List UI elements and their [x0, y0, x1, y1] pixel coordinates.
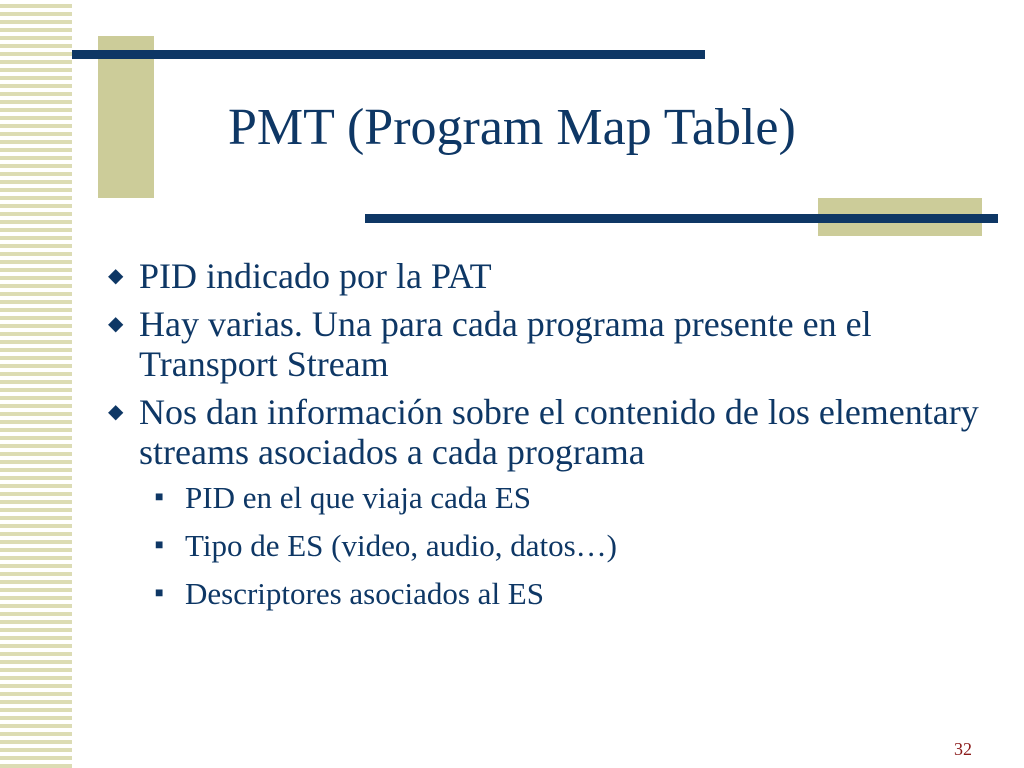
title-rule-top [72, 50, 705, 59]
diamond-bullet-icon: ◆ [108, 265, 124, 287]
slide-content [108, 256, 988, 624]
bullet-item [108, 304, 988, 384]
bullet-text: Nos dan información sobre el contenido de los elementary streams asociados a cada programa [139, 392, 979, 472]
diamond-bullet-icon: ◆ [108, 313, 124, 335]
bullet-item [108, 256, 988, 296]
title-rule-bottom [365, 214, 998, 223]
bullet-text: PID indicado por la PAT [139, 256, 492, 296]
sub-bullet-item [155, 576, 988, 612]
sub-bullet-item [155, 528, 988, 564]
decorative-stripes [0, 0, 72, 768]
square-bullet-icon: ■ [155, 586, 164, 601]
sub-bullet-text: PID en el que viaja cada ES [185, 480, 532, 515]
square-bullet-icon: ■ [155, 538, 164, 553]
bullet-item [108, 392, 988, 472]
diamond-bullet-icon: ◆ [108, 401, 124, 423]
square-bullet-icon: ■ [155, 490, 164, 505]
slide-title: PMT (Program Map Table) [228, 99, 796, 156]
sub-bullet-item [155, 480, 988, 516]
page-number: 32 [954, 739, 972, 759]
sub-bullet-text: Descriptores asociados al ES [185, 576, 544, 611]
sub-bullet-text: Tipo de ES (video, audio, datos…) [185, 528, 617, 563]
bullet-text: Hay varias. Una para cada programa presente en el Transport Stream [139, 304, 872, 384]
sub-bullet-list [108, 480, 988, 612]
accent-block-top-left [98, 36, 154, 198]
